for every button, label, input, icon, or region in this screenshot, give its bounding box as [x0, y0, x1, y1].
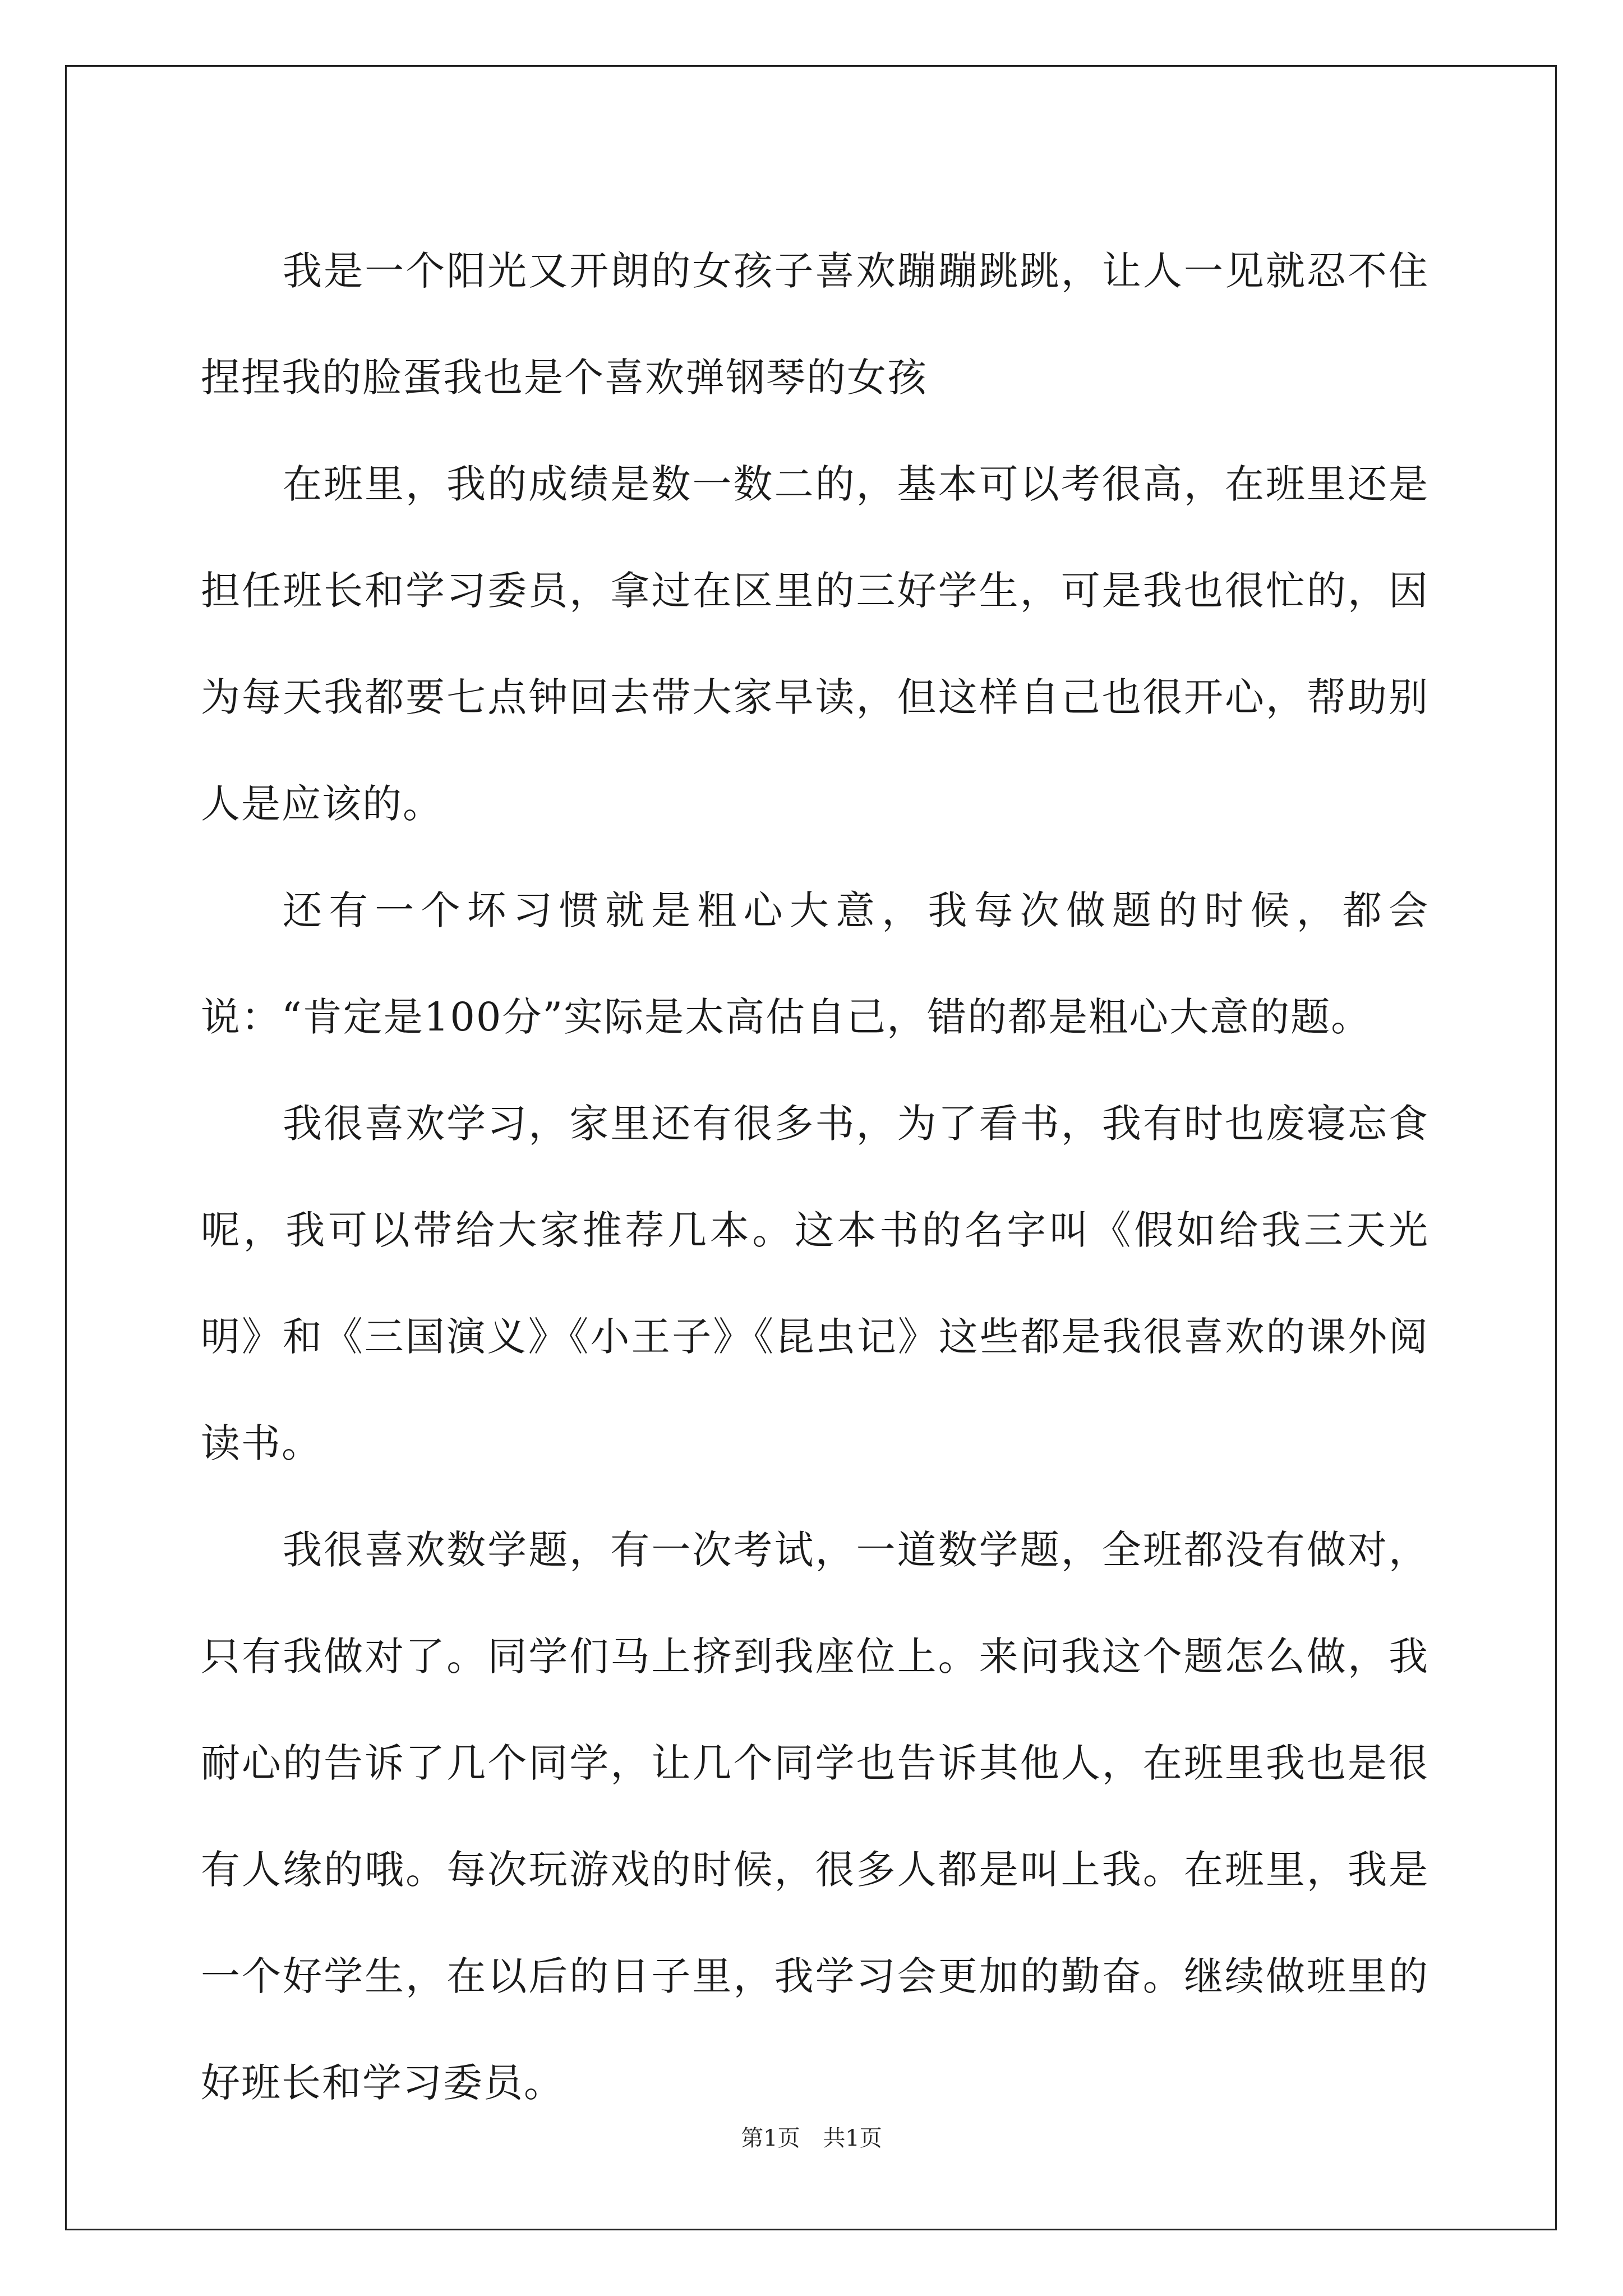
page-number-current: 第1页 [741, 2125, 800, 2151]
paragraph-4: 我很喜欢学习，家里还有很多书，为了看书，我有时也废寝忘食呢，我可以带给大家推荐几本。这本书的名字叫《假如给我三天光明》和《三国演义》《小王子》《昆虫记》这些都是我很喜欢的课外阅读书。 [201, 1101, 1429, 1466]
paragraph-2: 在班里，我的成绩是数一数二的，基本可以考很高，在班里还是担任班长和学习委员，拿过在区里的三好学生，可是我也很忙的，因为每天我都要七点钟回去带大家早读，但这样自己也很开心，帮助别人是应该的。 [201, 461, 1429, 827]
paragraph-3: 还有一个坏习惯就是粗心大意，我每次做题的时候，都会说：“肯定是100分”实际是太高估自己，错的都是粗心大意的题。 [201, 887, 1429, 1040]
page-footer [0, 2120, 1623, 2152]
page-number-total: 共1页 [823, 2125, 882, 2151]
paragraph-5: 我很喜欢数学题，有一次考试，一道数学题，全班都没有做对，只有我做对了。同学们马上挤到我座位上。来问我这个题怎么做，我耐心的告诉了几个同学，让几个同学也告诉其他人，在班里我也是很有人缘的哦。每次玩游戏的时候，很多人都是叫上我。在班里，我是一个好学生，在以后的日子里，我学习会更加的勤奋。继续做班里的好班长和学习委员。 [201, 1527, 1429, 2106]
paragraph-1: 我是一个阳光又开朗的女孩子喜欢蹦蹦跳跳，让人一见就忍不住捏捏我的脸蛋我也是个喜欢弹钢琴的女孩 [201, 248, 1429, 401]
document-body [201, 218, 1429, 2136]
